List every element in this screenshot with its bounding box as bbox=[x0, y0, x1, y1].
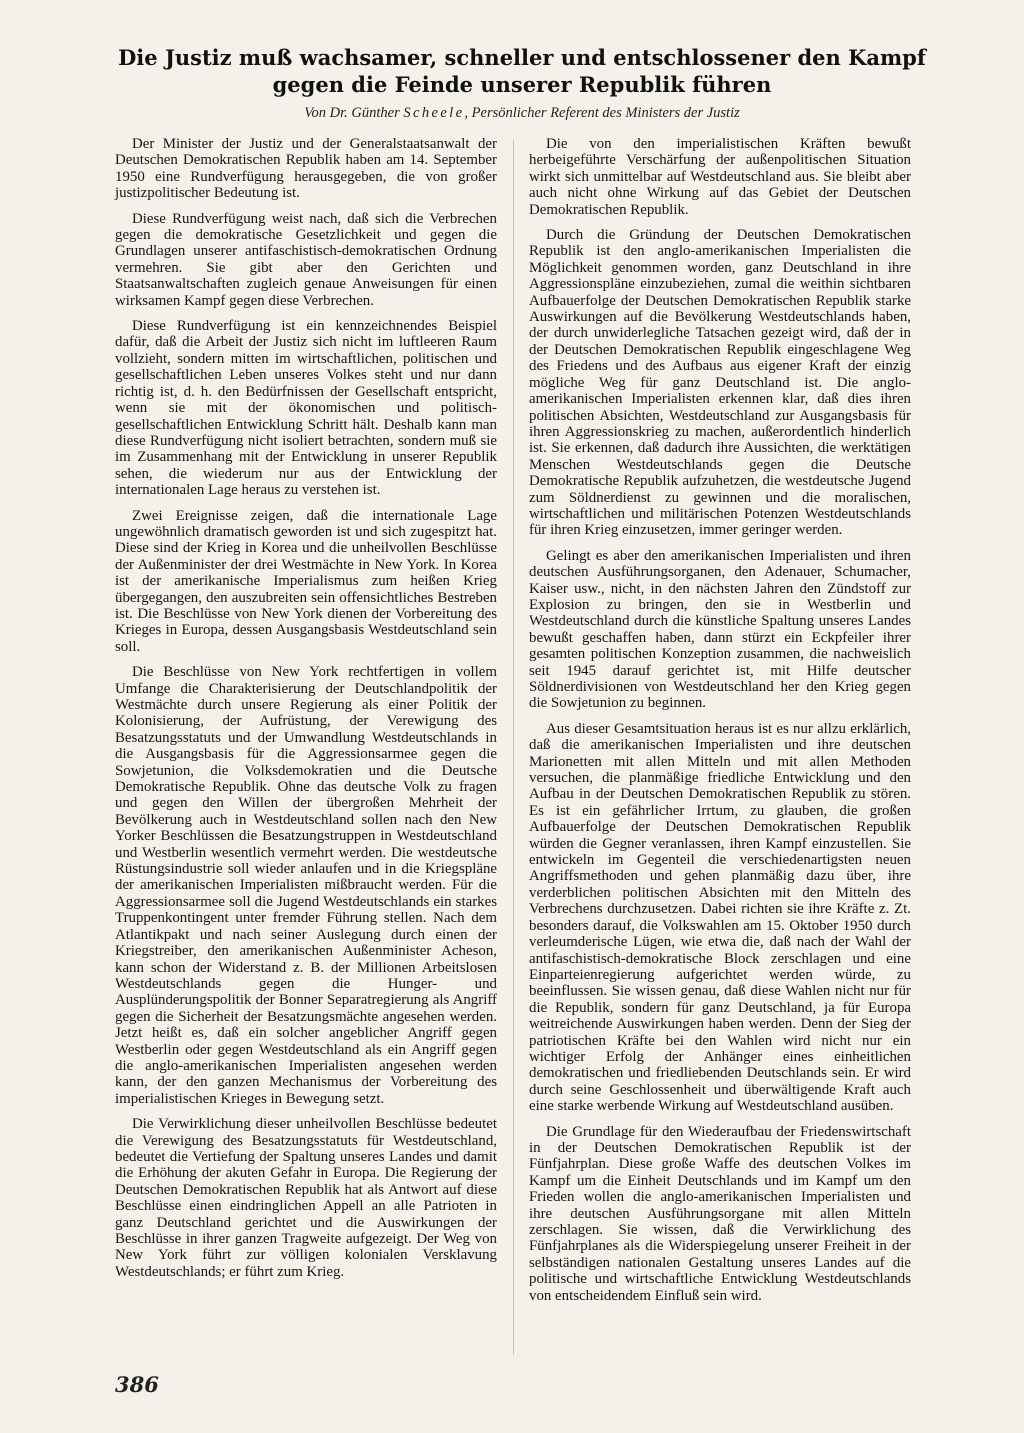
article-byline bbox=[110, 104, 934, 122]
paragraph: Die Grundlage für den Wiederaufbau der Friedenswirtschaft in der Deutschen Demokratischen Republik ist der Fünfjahrplan. Diese große Waffe des deutschen Volkes im Kampf um die Einheit Deutschlands und im Kampf um den Frieden wollen die anglo-amerikanischen Imperialisten und ihre deutschen Ausführungsorgane mit allen Mitteln zerschlagen. Sie wissen, daß die Verwirklichung des Fünfjahrplanes als die Widerspiegelung unserer Freiheit in der selbständigen nationalen Gestaltung unseres Landes auf die politische und wirtschaftliche Entwicklung Westdeutschlands von entscheidendem Einfluß sein wird. bbox=[529, 1123, 911, 1304]
paragraph: Diese Rundverfügung weist nach, daß sich die Verbrechen gegen die demokratische Gesetzlichkeit und gegen die Grundlagen unserer antifaschistisch-demokratischen Ordnung vermehren. Sie gibt aber den Gerichten und Staatsanwaltschaften zugleich genaue Anweisungen für einen wirksamen Kampf gegen diese Verbrechen. bbox=[115, 210, 497, 309]
byline-prefix: Von Dr. Günther bbox=[304, 105, 404, 121]
paragraph: Aus dieser Gesamtsituation heraus ist es nur allzu erklärlich, daß die amerikanischen Imperialisten und ihre deutschen Marionetten mit allen Mitteln und mit allen Methoden versuchen, die planmäßige friedliche Entwicklung und den Aufbau in der Deutschen Demokratischen Republik zu stören. Es ist ein gefährlicher Irrtum, zu glauben, die großen Aufbauerfolge der Deutschen Demokratischen Republik würden die Gegner veranlassen, ihren Kampf einzustellen. Sie entwickeln im Gegenteil die verschiedenartigsten neuen Angriffsmethoden und gehen planmäßig dazu über, ihre verderblichen politischen Absichten mit den Mitteln des Verbrechens durchzusetzen. Dabei richten sie ihre Kräfte z. Zt. besonders darauf, die Volkswahlen am 15. Oktober 1950 durch verleumderische Lügen, wie etwa die, daß nach der Wahl der antifaschistisch-demokratische Block zerschlagen und eine Einparteienregierung aufgerichtet werden würde, zu beeinflussen. Sie wissen genau, daß diese Wahlen nicht nur für die Republik, sondern für ganz Deutschland, ja für Europa weitreichende Auswirkungen haben werden. Denn der Sieg der patriotischen Kräfte bei den Wahlen wird nicht nur ein wichtiger Erfolg der Anhänger eines einheitlichen demokratischen und friedliebenden Deutschlands sein. Er wird durch seine Geschlossenheit und überwältigende Kraft auch eine starke werbende Wirkung auf Westdeutschland ausüben. bbox=[529, 720, 911, 1115]
page-number: 386 bbox=[115, 1372, 159, 1397]
paragraph: Gelingt es aber den amerikanischen Imperialisten und ihren deutschen Ausführungsorganen, den Adenauer, Schumacher, Kaiser usw., nicht, in den nächsten Jahren den Zündstoff zur Explosion zu bringen, den sie in Westberlin und Westdeutschland durch die künstliche Spaltung unseres Landes bewußt geschaffen haben, dann stürzt ein Eckpfeiler ihrer gesamten politischen Konzeption zusammen, die nachweislich seit 1945 darauf gerichtet ist, mit Hilfe deutscher Söldnerdivisionen von Westdeutschland her den Krieg gegen die Sowjetunion zu beginnen. bbox=[529, 547, 911, 712]
paragraph: Die Beschlüsse von New York rechtfertigen in vollem Umfange die Charakterisierung der Deutschlandpolitik der Westmächte durch unsere Regierung als einer Politik der Kolonisierung, der Aufrüstung, der Verewigung des Besatzungsstatuts und der Umwandlung Westdeutschlands in die Ausgangsbasis für die Aggressionsarmee gegen die Sowjetunion, die Volksdemokratien und die Deutsche Demokratische Republik. Ohne das deutsche Volk zu fragen und gegen den Willen der übergroßen Mehrheit der Bevölkerung auch in Westdeutschland sollen nach den New Yorker Beschlüssen die Besatzungstruppen in Westdeutschland und Westberlin wesentlich vermehrt werden. Die westdeutsche Rüstungsindustrie soll wieder anlaufen und in die Kriegspläne der amerikanischen Imperialisten mißbraucht werden. Für die Aggressionsarmee soll die Jugend Westdeutschlands ein starkes Truppenkontingent unter fremder Führung stellen. Nach dem Atlantikpakt und nach seiner Auslegung durch einen der Kriegstreiber, den amerikanischen Außenminister Acheson, kann schon der Widerstand z. B. der Millionen Arbeitslosen Westdeutschlands gegen die Hunger- und Ausplünderungspolitik der Bonner Separatregierung als Angriff gegen die Sicherheit der Besatzungsmächte angesehen werden. Jetzt heißt es, daß ein solcher angeblicher Angriff gegen Westberlin oder gegen Westdeutschland als ein Angriff gegen die anglo-amerikanischen Imperialisten angesehen werden kann, der den ganzen Mechanismus der Vorbereitung des imperialistischen Krieges in Bewegung setzt. bbox=[115, 664, 497, 1107]
paragraph: Die Verwirklichung dieser unheilvollen Beschlüsse bedeutet die Verewigung des Besatzungsstatuts für Westdeutschland, bedeutet die Vertiefung der Spaltung unseres Landes und damit die Erhöhung der akuten Gefahr in Europa. Die Regierung der Deutschen Demokratischen Republik hat als Antwort auf diese Beschlüsse einen eindringlichen Appell an alle Patrioten in ganz Deutschland gerichtet und die Auswirkungen der Beschlüsse in ihrer ganzen Tragweite aufgezeigt. Der Weg von New York führt zur völligen kolonialen Versklavung Westdeutschlands; er führt zum Krieg. bbox=[115, 1116, 497, 1280]
byline-author-name: Scheele bbox=[403, 105, 465, 121]
paragraph: Diese Rundverfügung ist ein kennzeichnendes Beispiel dafür, daß die Arbeit der Justiz sich nicht im luftleeren Raum vollzieht, sondern mitten im wirtschaftlichen, politischen und gesellschaftlichen Leben unseres Volkes steht und nur dann richtig ist, d. h. den Bedürfnissen der Gesellschaft entspricht, wenn sie mit der ökonomischen und politisch-gesellschaftlichen Entwicklung Schritt hält. Deshalb kann man diese Rundverfügung nicht isoliert betrachten, sondern muß sie im Zusammenhang mit der Entwicklung in unserer Republik sehen, die wiederum nur aus der Entwicklung der internationalen Lage heraus zu verstehen ist. bbox=[115, 318, 497, 499]
paragraph: Durch die Gründung der Deutschen Demokratischen Republik ist den anglo-amerikanischen Imperialisten die Möglichkeit genommen worden, ganz Deutschland in ihre Aggressionspläne einzubeziehen, zumal die weithin sichtbaren Aufbauerfolge der Deutschen Demokratischen Republik starke Auswirkungen auf die Bevölkerung Westdeutschlands haben, der durch unwiderlegliche Tatsachen gezeigt wird, daß der in der Deutschen Demokratischen Republik eingeschlagene Weg des Friedens und des Aufbaus aus eigener Kraft der einzig mögliche Weg für ganz Deutschland ist. Die anglo-amerikanischen Imperialisten erkennen klar, daß dies ihren politischen Absichten, Westdeutschland zur Ausgangsbasis für ihren Aggressionskrieg zu machen, außerordentlich hinderlich ist. Sie erkennen, daß dadurch ihre Aussichten, die werktätigen Menschen Westdeutschlands gegen die Deutsche Demokratische Republik aufzuhetzen, die westdeutsche Jugend zum Söldnerdienst zu gewinnen und die moralischen, wirtschaftlichen und militärischen Potenzen Westdeutschlands für ihren Krieg einzusetzen, immer geringer werden. bbox=[529, 227, 911, 539]
right-column bbox=[529, 136, 911, 1304]
byline-suffix: , Persönlicher Referent des Ministers der Justiz bbox=[464, 105, 740, 121]
paragraph: Die von den imperialistischen Kräften bewußt herbeigeführte Verschärfung der außenpolitischen Situation wirkt sich unmittelbar auf Westdeutschland aus. Sie bleibt aber auch nicht ohne Wirkung auf das Gebiet der Deutschen Demokratischen Republik. bbox=[529, 136, 911, 218]
paragraph: Zwei Ereignisse zeigen, daß die internationale Lage ungewöhnlich dramatisch geworden ist und sich zugespitzt hat. Diese sind der Krieg in Korea und die unheilvollen Beschlüsse der Außenminister der drei Westmächte in New York. In Korea ist der amerikanische Imperialismus zum heißen Krieg übergegangen, den auszubreiten sein offensichtliches Bestreben ist. Die Beschlüsse von New York dienen der Vorbereitung des Krieges in Europa, dessen Ausgangsbasis Westdeutschland sein soll. bbox=[115, 507, 497, 655]
left-column bbox=[115, 136, 497, 1280]
column-divider bbox=[513, 140, 514, 1355]
paragraph: Der Minister der Justiz und der Generalstaatsanwalt der Deutschen Demokratischen Republik haben am 14. September 1950 eine Rundverfügung herausgegeben, die von großer justizpolitischer Bedeutung ist. bbox=[115, 136, 497, 202]
article-title: Die Justiz muß wachsamer, schneller und entschlossener den Kampf gegen die Feinde unserer Republik führen bbox=[118, 45, 926, 97]
